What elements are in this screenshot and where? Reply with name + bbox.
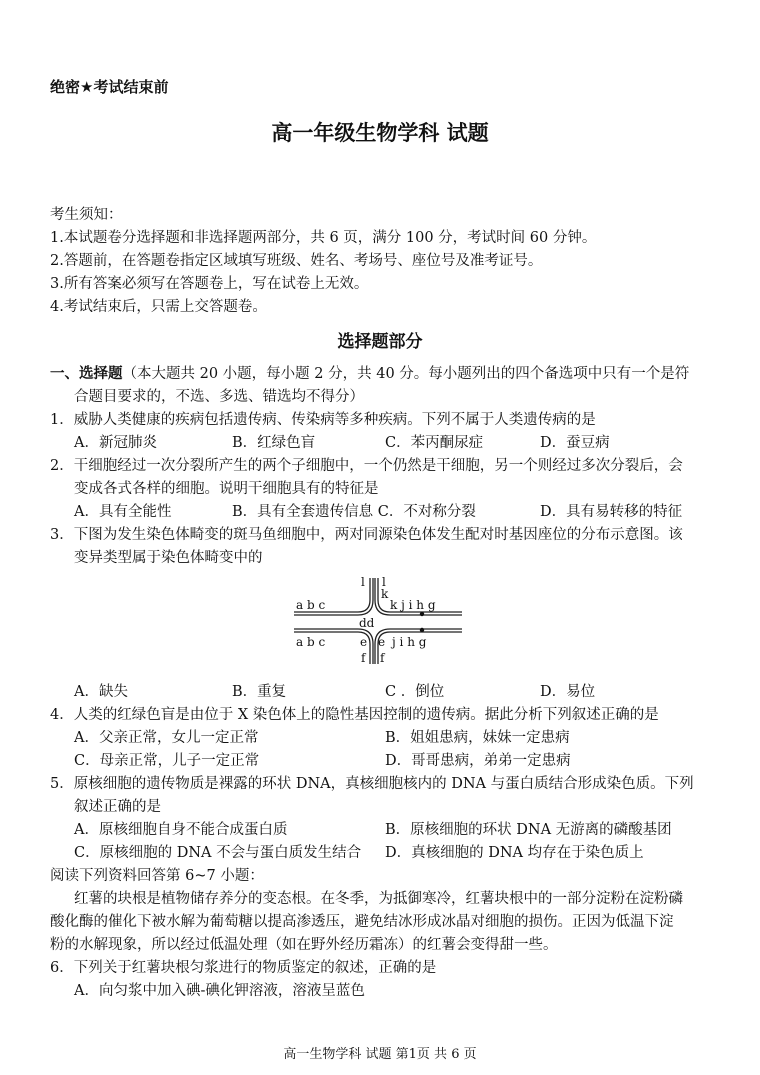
- q1-option-c: C．苯丙酮尿症: [385, 435, 484, 451]
- q2-option-d: D．具有易转移的特征: [540, 504, 683, 520]
- q4-option-c: C．母亲正常，儿子一定正常: [74, 753, 260, 769]
- q3-stem-2: 变异类型属于染色体畸变中的: [74, 550, 263, 566]
- part1-desc-1: （本大题共 20 小题，每小题 2 分，共 40 分。每小题列出的四个备选项中只有一个是符: [122, 366, 690, 382]
- centromere-dot-bottom: [420, 628, 424, 632]
- q3-option-a: A．缺失: [74, 684, 128, 700]
- part1-label: 一、选择题: [50, 365, 123, 382]
- q2-stem-2: 变成各式各样的细胞。说明干细胞具有的特征是: [74, 481, 379, 497]
- q1-option-b: B．红绿色盲: [232, 435, 316, 451]
- reading-paragraph-line-1: 红薯的块根是植物储存养分的变态根。在冬季，为抵御寒冷，红薯块根中的一部分淀粉在淀粉磷: [74, 891, 683, 907]
- q5-option-c: C．原核细胞的 DNA 不会与蛋白质发生结合: [74, 845, 362, 861]
- q3-stem-1: 3．下图为发生染色体畸变的斑马鱼细胞中，两对同源染色体发生配对时基因座位的分布示意图。该: [50, 527, 683, 543]
- section-title: 选择题部分: [337, 332, 423, 352]
- chromosome-pairing-figure: [290, 574, 470, 666]
- label-l-right: l: [382, 575, 386, 589]
- q2-stem-1: 2．干细胞经过一次分裂所产生的两个子细胞中，一个仍然是干细胞，另一个则经过多次分裂后，会: [50, 458, 683, 474]
- q2-option-a: A．具有全能性: [74, 504, 172, 520]
- label-f-left: f: [361, 651, 366, 665]
- label-top-left: a b c: [296, 598, 326, 612]
- q5-option-d: D．真核细胞的 DNA 均存在于染色质上: [385, 845, 644, 861]
- notice-item-3: 3.所有答案必须写在答题卷上，写在试卷上无效。: [50, 276, 369, 292]
- q4-option-b: B．姐姐患病，妹妹一定患病: [385, 730, 570, 746]
- q1-stem: 1．威胁人类健康的疾病包括遗传病、传染病等多种疾病。下列不属于人类遗传病的是: [50, 412, 596, 428]
- q3-option-c: C ．倒位: [385, 684, 445, 700]
- label-f-right: f: [380, 651, 385, 665]
- label-l-left: l: [361, 575, 365, 589]
- q6-stem: 6．下列关于红薯块根匀浆进行的物质鉴定的叙述，正确的是: [50, 960, 437, 976]
- q3-option-b: B．重复: [232, 684, 287, 700]
- q6-option-a: A．向匀浆中加入碘-碘化钾溶液，溶液呈蓝色: [74, 983, 365, 999]
- reading-paragraph-line-3: 粉的水解现象，所以经过低温处理（如在野外经历霜冻）的红薯会变得甜一些。: [50, 937, 558, 953]
- reading-intro: 阅读下列资料回答第 6~7 小题：: [50, 868, 264, 884]
- part1-instructions: [50, 362, 689, 383]
- label-top-right: k j i h g: [390, 598, 436, 612]
- label-bottom-left: a b c: [296, 635, 326, 649]
- label-k-top: k: [381, 587, 389, 601]
- q5-stem-2: 叙述正确的是: [74, 799, 161, 815]
- reading-paragraph-line-2: 酸化酶的催化下被水解为葡萄糖以提高渗透压，避免结冰形成冰晶对细胞的损伤。正因为低温下淀: [50, 914, 674, 930]
- q5-stem-1: 5．原核细胞的遗传物质是裸露的环状 DNA，真核细胞核内的 DNA 与蛋白质结合形成染色质。下列: [50, 776, 694, 792]
- q1-option-d: D．蚕豆病: [540, 435, 610, 451]
- q4-stem: 4．人类的红绿色盲是由位于 X 染色体上的隐性基因控制的遗传病。据此分析下列叙述正确的是: [50, 707, 659, 723]
- notice-item-4: 4.考试结束后，只需上交答题卷。: [50, 299, 267, 315]
- label-dd: dd: [359, 616, 375, 630]
- notice-item-2: 2.答题前，在答题卷指定区域填写班级、姓名、考场号、座位号及准考证号。: [50, 253, 543, 269]
- q4-option-a: A．父亲正常，女儿一定正常: [74, 730, 259, 746]
- q5-option-b: B．原核细胞的环状 DNA 无游离的磷酸基团: [385, 822, 672, 838]
- exam-title: 高一年级生物学科 试题: [271, 121, 489, 145]
- page-footer: 高一生物学科 试题 第1页 共 6 页: [283, 1047, 477, 1062]
- q4-option-d: D．哥哥患病，弟弟一定患病: [385, 753, 571, 769]
- label-e-right: e: [378, 635, 386, 649]
- q1-option-a: A．新冠肺炎: [74, 435, 157, 451]
- notice-item-1: 1.本试题卷分选择题和非选择题两部分，共 6 页，满分 100 分，考试时间 60 分钟。: [50, 230, 597, 246]
- notice-heading: 考生须知：: [50, 207, 123, 223]
- label-e-left: e: [360, 635, 368, 649]
- q5-option-a: A．原核细胞自身不能合成蛋白质: [74, 822, 288, 838]
- part1-desc-2: 合题目要求的，不选、多选、错选均不得分）: [74, 389, 364, 405]
- q2-option-bc: B．具有全套遗传信息 C．不对称分裂: [232, 504, 476, 520]
- q3-option-d: D．易位: [540, 684, 596, 700]
- centromere-dot-top: [420, 612, 424, 616]
- confidential-label: 绝密★考试结束前: [50, 78, 169, 96]
- label-bottom-right: j i h g: [392, 635, 427, 649]
